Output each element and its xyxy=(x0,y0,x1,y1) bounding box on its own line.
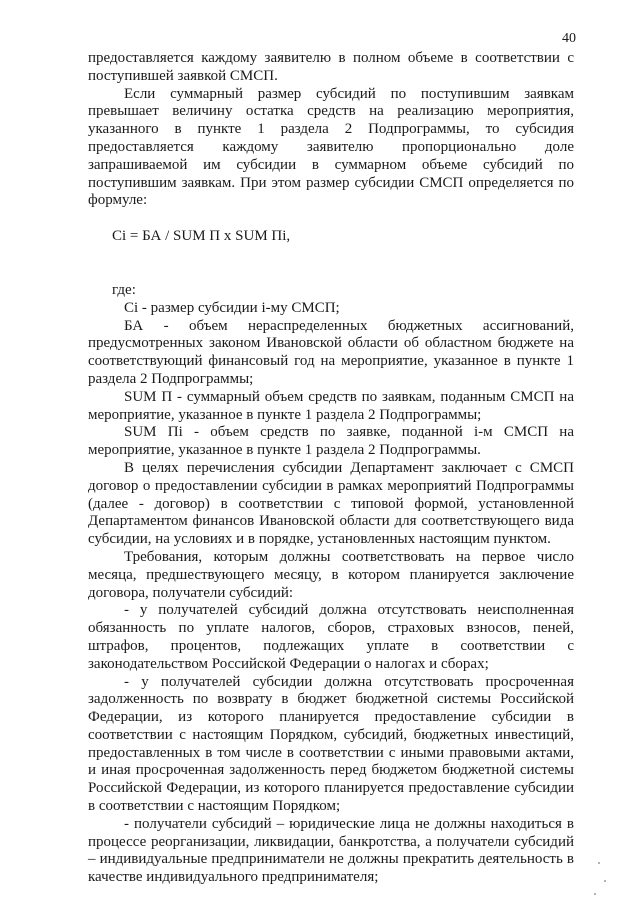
paragraph-requirements: Требования, которым должны соответствовать на первое число месяца, предшествующего месяцу, в котором планируется заключение договора, получатели субсидий: xyxy=(88,548,574,601)
document-body xyxy=(88,50,574,887)
paragraph-agreement: В целях перечисления субсидии Департамент заключает с СМСП договор о предоставлении субсидии в рамках мероприятий Подпрограммы (далее - договор) в соответствии с типовой формой, установленной Департаментом финансов Ивановской области для соответствующего вида субсидии, на условиях и в порядке, установленных настоящим пунктом. xyxy=(88,459,574,548)
formula: Ci = БА / SUM П x SUM Пi, xyxy=(112,228,291,245)
requirement-reorganization: - получатели субсидий – юридические лица не должны находиться в процессе реорганизации, ликвидации, банкротства, а получатели субсидий – индивидуальные предприниматели не должны прекратить деятельность в качестве индивидуального предпринимателя; xyxy=(88,815,574,886)
requirement-taxes: - у получателей субсидий должна отсутствовать неисполненная обязанность по уплате налогов, сборов, страховых взносов, пеней, штрафов, процентов, подлежащих уплате в соответствии с законодательством Российской Федерации о налогах и сборах; xyxy=(88,602,574,672)
scan-speck xyxy=(598,862,600,864)
where-label: где: xyxy=(112,281,136,298)
scan-speck xyxy=(604,880,606,882)
page-number: 40 xyxy=(562,31,576,46)
scan-speck xyxy=(594,893,596,895)
definition-sum-pi: SUM Пi - объем средств по заявке, поданной i-м СМСП на мероприятие, указанное в пункте 1 раздела 2 Подпрограммы. xyxy=(88,424,574,459)
requirement-debt: - у получателей субсидии должна отсутствовать просроченная задолженность по возврату в бюджет бюджетной системы Российской Федерации, из которого планируется предоставление субсидии в соответствии с настоящим Порядком, субсидий, бюджетных инвестиций, предоставленных в том числе в соответствии с иными правовыми актами, и иная просроченная задолженность перед бюджетом бюджетной системы Российской Федерации, из которого планируется предоставление субсидии в соответствии с настоящим Порядком; xyxy=(88,673,574,815)
definition-ci: Ci - размер субсидии i-му СМСП; xyxy=(124,299,340,316)
paragraph-continuation: предоставляется каждому заявителю в полном объеме в соответствии с поступившей заявкой СМСП. xyxy=(88,50,574,84)
paragraph-subsidy-excess: Если суммарный размер субсидий по поступившим заявкам превышает величину остатка средств на реализацию мероприятия, указанного в пункте 1 раздела 2 Подпрограммы, то субсидия предоставляется каждому заявителю пропорционально доле запрашиваемой им субсидии в суммарном объеме субсидий по поступившим заявкам. При этом размер субсидии СМСП определяется по формуле: xyxy=(88,85,574,209)
definition-sum-p: SUM П - суммарный объем средств по заявкам, поданным СМСП на мероприятие, указанное в пункте 1 раздела 2 Подпрограммы; xyxy=(88,388,574,423)
definition-ba: БА - объем нераспределенных бюджетных ассигнований, предусмотренных законом Ивановской области об областном бюджете на соответствующий финансовый год на мероприятие, указанное в пункте 1 раздела 2 Подпрограммы; xyxy=(88,317,574,387)
